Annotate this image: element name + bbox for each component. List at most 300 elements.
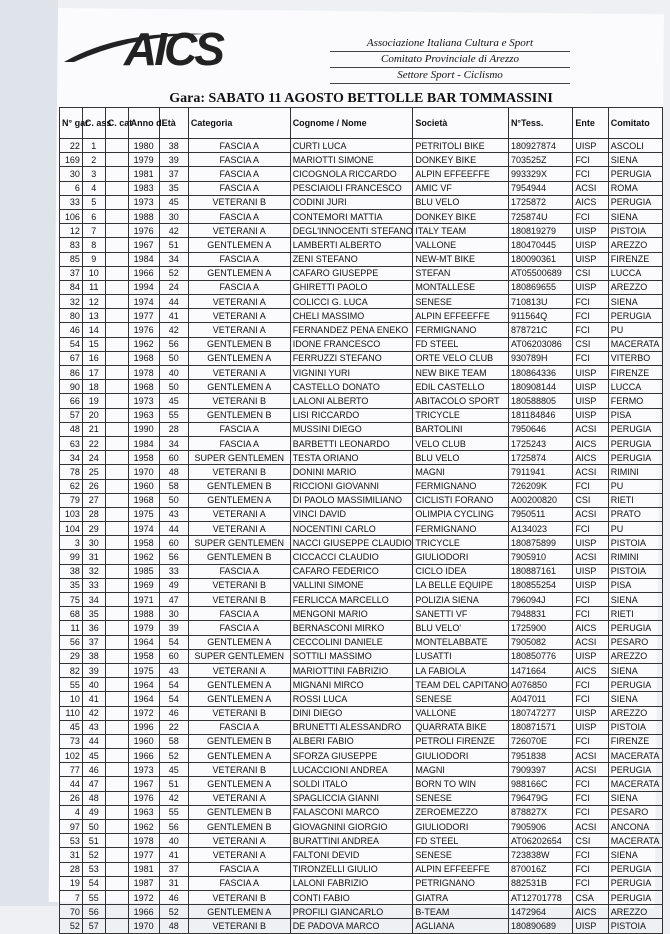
table-cell: PESCIAIOLI FRANCESCO: [290, 181, 413, 195]
table-cell: GIULIODORI: [413, 820, 509, 834]
table-cell: 993329X: [508, 167, 572, 181]
table-row: [60, 507, 663, 521]
table-cell: [105, 252, 128, 266]
table-cell: 53: [82, 862, 105, 876]
table-cell: A047011: [508, 692, 572, 706]
table-cell: 1969: [128, 578, 159, 592]
table-cell: 52: [159, 905, 188, 919]
table-cell: 1960: [128, 479, 159, 493]
table-row: [60, 295, 663, 309]
table-cell: GENTLEMEN B: [188, 734, 290, 748]
table-cell: UISP: [573, 578, 608, 592]
table-row: [60, 436, 663, 450]
table-cell: 68: [60, 607, 83, 621]
table-cell: FCI: [573, 692, 608, 706]
table-cell: 703525Z: [508, 153, 572, 167]
table-cell: SUPER GENTLEMEN: [188, 649, 290, 663]
table-cell: CICLO IDEA: [413, 564, 509, 578]
table-row: [60, 351, 663, 365]
table-cell: [105, 649, 128, 663]
table-cell: 24: [159, 280, 188, 294]
table-row: [60, 578, 663, 592]
table-cell: AREZZO: [608, 649, 662, 663]
table-cell: [105, 834, 128, 848]
table-cell: ALPIN EFFEEFFE: [413, 309, 509, 323]
table-cell: FASCIA A: [188, 621, 290, 635]
table-row: [60, 139, 663, 153]
table-cell: ZEROEMEZZO: [413, 805, 509, 819]
table-cell: VELO CLUB: [413, 436, 509, 450]
table-cell: 1984: [128, 436, 159, 450]
table-cell: PETRIGNANO: [413, 876, 509, 890]
table-cell: 12: [82, 295, 105, 309]
table-cell: 180090361: [508, 252, 572, 266]
table-cell: 39: [82, 663, 105, 677]
table-cell: UISP: [573, 536, 608, 550]
col-header: Categoria: [188, 108, 290, 139]
table-cell: AT06203086: [508, 337, 572, 351]
table-cell: GENTLEMEN B: [188, 337, 290, 351]
table-cell: SOLDI ITALO: [290, 777, 413, 791]
table-cell: CAFARO FEDERICO: [290, 564, 413, 578]
table-cell: 180747277: [508, 706, 572, 720]
table-cell: CICOGNOLA RICCARDO: [290, 167, 413, 181]
table-cell: LAMBERTI ALBERTO: [290, 238, 413, 252]
table-cell: 34: [82, 593, 105, 607]
table-cell: UISP: [573, 280, 608, 294]
table-cell: PISTOIA: [608, 224, 662, 238]
table-cell: 28: [159, 422, 188, 436]
table-cell: UISP: [573, 720, 608, 734]
table-cell: 1725243: [508, 436, 572, 450]
table-cell: 1979: [128, 153, 159, 167]
table-cell: FD STEEL: [413, 337, 509, 351]
table-cell: 1976: [128, 791, 159, 805]
table-cell: 35: [159, 181, 188, 195]
table-cell: FASCIA A: [188, 181, 290, 195]
table-cell: 1973: [128, 195, 159, 209]
table-cell: DEGL'INNOCENTI STEFANO: [290, 224, 413, 238]
table-cell: GENTLEMEN A: [188, 749, 290, 763]
table-cell: BRUNETTI ALESSANDRO: [290, 720, 413, 734]
table-cell: 47: [82, 777, 105, 791]
table-cell: MIGNANI MIRCO: [290, 678, 413, 692]
table-cell: [105, 777, 128, 791]
table-cell: 83: [60, 238, 83, 252]
table-cell: 21: [82, 422, 105, 436]
table-cell: FERLICCA MARCELLO: [290, 593, 413, 607]
table-cell: [105, 692, 128, 706]
table-cell: [105, 366, 128, 380]
table-cell: AREZZO: [608, 238, 662, 252]
table-cell: 60: [159, 649, 188, 663]
table-cell: [105, 706, 128, 720]
table-cell: 16: [82, 351, 105, 365]
table-cell: 1963: [128, 408, 159, 422]
table-cell: IDONE FRANCESCO: [290, 337, 413, 351]
table-cell: AICS: [573, 621, 608, 635]
table-cell: FASCIA A: [188, 436, 290, 450]
table-cell: CHELI MASSIMO: [290, 309, 413, 323]
table-cell: 78: [60, 465, 83, 479]
table-cell: 725874U: [508, 209, 572, 223]
table-cell: 1970: [128, 465, 159, 479]
table-cell: CAFARO GIUSEPPE: [290, 266, 413, 280]
table-cell: VETERANI B: [188, 465, 290, 479]
table-cell: 50: [159, 380, 188, 394]
table-cell: 1974: [128, 295, 159, 309]
table-cell: FASCIA A: [188, 167, 290, 181]
table-row: [60, 422, 663, 436]
table-cell: PERUGIA: [608, 422, 662, 436]
table-cell: 34: [159, 436, 188, 450]
table-cell: LUCACCIONI ANDREA: [290, 763, 413, 777]
table-cell: ALPIN EFFEEFFE: [413, 167, 509, 181]
table-cell: UISP: [573, 139, 608, 153]
table-cell: FASCIA A: [188, 209, 290, 223]
table-cell: [105, 593, 128, 607]
table-cell: [105, 139, 128, 153]
table-cell: 1973: [128, 394, 159, 408]
table-cell: 30: [159, 209, 188, 223]
table-cell: 54: [60, 337, 83, 351]
table-row: [60, 834, 663, 848]
table-cell: 54: [159, 678, 188, 692]
table-cell: 1963: [128, 805, 159, 819]
table-cell: SENESE: [413, 295, 509, 309]
table-cell: ACSI: [573, 465, 608, 479]
table-cell: LALONI ALBERTO: [290, 394, 413, 408]
table-cell: 54: [159, 692, 188, 706]
table-cell: STEFAN: [413, 266, 509, 280]
table-cell: 1983: [128, 181, 159, 195]
table-cell: 7905906: [508, 820, 572, 834]
table-cell: SIENA: [608, 295, 662, 309]
aics-logo-text: AICS: [124, 23, 222, 75]
table-cell: VETERANI A: [188, 791, 290, 805]
table-row: [60, 309, 663, 323]
table-cell: FASCIA A: [188, 607, 290, 621]
table-cell: 55: [159, 408, 188, 422]
table-cell: 1994: [128, 280, 159, 294]
table-cell: NACCI GIUSEPPE CLAUDIO: [290, 536, 413, 550]
table-cell: EDIL CASTELLO: [413, 380, 509, 394]
table-cell: 46: [159, 706, 188, 720]
table-cell: 3: [60, 536, 83, 550]
table-row: [60, 862, 663, 876]
table-cell: 988166C: [508, 777, 572, 791]
table-cell: 33: [82, 578, 105, 592]
table-cell: 1966: [128, 749, 159, 763]
table-cell: SENESE: [413, 692, 509, 706]
table-cell: 3: [82, 167, 105, 181]
table-cell: AT06202654: [508, 834, 572, 848]
table-cell: 75: [60, 593, 83, 607]
table-cell: 49: [159, 578, 188, 592]
table-cell: 42: [82, 706, 105, 720]
table-cell: 6: [60, 181, 83, 195]
table-cell: 12: [60, 224, 83, 238]
table-cell: 1964: [128, 692, 159, 706]
table-cell: PERUGIA: [608, 890, 662, 904]
table-cell: ITALY TEAM: [413, 224, 509, 238]
table-cell: GHIRETTI PAOLO: [290, 280, 413, 294]
table-cell: MONTELABBATE: [413, 635, 509, 649]
col-header: Età: [159, 108, 188, 139]
table-cell: [105, 394, 128, 408]
table-cell: 1966: [128, 266, 159, 280]
table-cell: [105, 720, 128, 734]
table-cell: VIGNINI YURI: [290, 366, 413, 380]
table-cell: 37: [82, 635, 105, 649]
col-header: Ente: [573, 108, 608, 139]
table-cell: 34: [60, 451, 83, 465]
table-cell: FALTONI DEVID: [290, 848, 413, 862]
table-cell: 49: [82, 805, 105, 819]
table-cell: 50: [82, 820, 105, 834]
table-cell: B-TEAM: [413, 905, 509, 919]
table-cell: 38: [82, 649, 105, 663]
table-cell: ALBERI FABIO: [290, 734, 413, 748]
table-row: [60, 479, 663, 493]
organization-header: [330, 36, 570, 84]
table-cell: PU: [608, 323, 662, 337]
table-cell: UISP: [573, 224, 608, 238]
table-cell: UISP: [573, 238, 608, 252]
table-cell: 10: [60, 692, 83, 706]
table-cell: 1996: [128, 720, 159, 734]
table-cell: 32: [82, 564, 105, 578]
table-cell: MUSSINI DIEGO: [290, 422, 413, 436]
table-cell: [105, 578, 128, 592]
table-cell: DE PADOVA MARCO: [290, 919, 413, 933]
table-cell: 42: [159, 224, 188, 238]
table-cell: 48: [60, 422, 83, 436]
table-cell: FASCIA A: [188, 280, 290, 294]
table-row: [60, 905, 663, 919]
table-cell: 26: [60, 791, 83, 805]
table-cell: FCI: [573, 607, 608, 621]
table-row: [60, 848, 663, 862]
table-cell: 102: [60, 749, 83, 763]
table-cell: 26: [82, 479, 105, 493]
table-row: [60, 564, 663, 578]
table-cell: GENTLEMEN A: [188, 692, 290, 706]
table-cell: RIMINI: [608, 550, 662, 564]
table-row: [60, 720, 663, 734]
table-cell: [105, 564, 128, 578]
table-cell: VETERANI A: [188, 848, 290, 862]
table-cell: AREZZO: [608, 706, 662, 720]
table-row: [60, 791, 663, 805]
table-cell: 45: [159, 394, 188, 408]
table-cell: 1987: [128, 876, 159, 890]
table-cell: FCI: [573, 848, 608, 862]
table-cell: AGLIANA: [413, 919, 509, 933]
table-cell: [105, 309, 128, 323]
table-cell: 73: [60, 734, 83, 748]
table-cell: TRICYCLE: [413, 408, 509, 422]
table-cell: CSI: [573, 266, 608, 280]
table-cell: CONTEMORI MATTIA: [290, 209, 413, 223]
table-cell: 28: [82, 507, 105, 521]
table-cell: VINCI DAVID: [290, 507, 413, 521]
table-cell: 1977: [128, 309, 159, 323]
table-cell: 60: [159, 451, 188, 465]
table-cell: 46: [82, 763, 105, 777]
table-cell: ALPIN EFFEEFFE: [413, 862, 509, 876]
table-cell: FCI: [573, 862, 608, 876]
table-cell: 56: [82, 905, 105, 919]
table-cell: 44: [159, 295, 188, 309]
table-cell: 79: [60, 493, 83, 507]
table-cell: 45: [60, 720, 83, 734]
table-cell: FALASCONI MARCO: [290, 805, 413, 819]
table-cell: 14: [82, 323, 105, 337]
table-cell: 45: [82, 749, 105, 763]
table-cell: 1962: [128, 820, 159, 834]
table-row: [60, 266, 663, 280]
table-cell: TESTA ORIANO: [290, 451, 413, 465]
table-cell: 57: [60, 408, 83, 422]
table-cell: PU: [608, 522, 662, 536]
table-cell: 103: [60, 507, 83, 521]
table-cell: PERUGIA: [608, 451, 662, 465]
table-cell: SENESE: [413, 791, 509, 805]
table-cell: 1968: [128, 493, 159, 507]
table-row: [60, 209, 663, 223]
table-cell: VETERANI B: [188, 919, 290, 933]
table-cell: 1967: [128, 777, 159, 791]
table-cell: 39: [159, 153, 188, 167]
table-cell: 30: [82, 536, 105, 550]
col-header: N°Tess.: [508, 108, 572, 139]
table-cell: BORN TO WIN: [413, 777, 509, 791]
table-cell: [105, 451, 128, 465]
table-cell: 85: [60, 252, 83, 266]
table-cell: VETERANI A: [188, 663, 290, 677]
table-row: [60, 238, 663, 252]
table-cell: VETERANI A: [188, 224, 290, 238]
table-cell: 4: [82, 181, 105, 195]
table-cell: VETERANI B: [188, 593, 290, 607]
table-cell: SIENA: [608, 153, 662, 167]
table-row: [60, 876, 663, 890]
table-cell: 1975: [128, 507, 159, 521]
table-cell: VETERANI B: [188, 890, 290, 904]
table-cell: 28: [60, 862, 83, 876]
table-cell: 22: [82, 436, 105, 450]
table-cell: [105, 280, 128, 294]
table-cell: ANCONA: [608, 820, 662, 834]
table-cell: ZENI STEFANO: [290, 252, 413, 266]
table-cell: FERMIGNANO: [413, 479, 509, 493]
table-row: [60, 493, 663, 507]
table-cell: 43: [159, 663, 188, 677]
table-cell: FIRENZE: [608, 366, 662, 380]
table-cell: 70: [60, 905, 83, 919]
table-cell: GIULIODORI: [413, 749, 509, 763]
table-cell: 41: [159, 848, 188, 862]
table-cell: 1966: [128, 905, 159, 919]
table-cell: 35: [82, 607, 105, 621]
table-cell: [105, 224, 128, 238]
table-cell: 7950511: [508, 507, 572, 521]
table-row: [60, 635, 663, 649]
table-cell: PESARO: [608, 805, 662, 819]
table-cell: FASCIA A: [188, 153, 290, 167]
table-cell: 37: [159, 167, 188, 181]
table-cell: AICS: [573, 451, 608, 465]
table-cell: TIRONZELLI GIULIO: [290, 862, 413, 876]
table-cell: SUPER GENTLEMEN: [188, 451, 290, 465]
table-cell: CSA: [573, 890, 608, 904]
col-header: Società: [413, 108, 509, 139]
table-cell: GENTLEMEN B: [188, 820, 290, 834]
table-cell: MACERATA: [608, 749, 662, 763]
table-cell: GIOVAGNINI GIORGIO: [290, 820, 413, 834]
org-line-3: Settore Sport - Ciclismo: [330, 68, 570, 84]
table-row: [60, 734, 663, 748]
table-cell: [105, 465, 128, 479]
table-cell: 7948831: [508, 607, 572, 621]
table-cell: MAGNI: [413, 763, 509, 777]
table-cell: 180869655: [508, 280, 572, 294]
table-cell: A076850: [508, 678, 572, 692]
table-cell: 1985: [128, 564, 159, 578]
table-cell: MENGONI MARIO: [290, 607, 413, 621]
table-cell: GENTLEMEN A: [188, 777, 290, 791]
table-cell: 878827X: [508, 805, 572, 819]
table-cell: 7: [60, 890, 83, 904]
table-cell: 39: [159, 621, 188, 635]
table-cell: GENTLEMEN A: [188, 380, 290, 394]
table-cell: SANETTI VF: [413, 607, 509, 621]
table-cell: VALLONE: [413, 238, 509, 252]
table-row: [60, 890, 663, 904]
table-cell: 1471664: [508, 663, 572, 677]
table-cell: FIRENZE: [608, 252, 662, 266]
table-cell: [105, 734, 128, 748]
table-cell: 1972: [128, 706, 159, 720]
table-cell: CODINI JURI: [290, 195, 413, 209]
table-cell: 38: [159, 139, 188, 153]
table-cell: PERUGIA: [608, 167, 662, 181]
table-cell: PETRITOLI BIKE: [413, 139, 509, 153]
table-cell: 19: [82, 394, 105, 408]
table-cell: 50: [159, 351, 188, 365]
table-cell: 1968: [128, 351, 159, 365]
table-cell: [105, 380, 128, 394]
table-row: [60, 153, 663, 167]
col-header: Cognome / Nome: [290, 108, 413, 139]
table-cell: 57: [82, 919, 105, 933]
table-cell: ABITACOLO SPORT: [413, 394, 509, 408]
table-cell: 38: [60, 564, 83, 578]
table-cell: 97: [60, 820, 83, 834]
table-cell: 1725872: [508, 195, 572, 209]
table-cell: [105, 820, 128, 834]
table-cell: 878721C: [508, 323, 572, 337]
table-cell: 1978: [128, 366, 159, 380]
table-cell: SIENA: [608, 692, 662, 706]
table-cell: 82: [60, 663, 83, 677]
table-row: [60, 408, 663, 422]
table-cell: [105, 805, 128, 819]
table-cell: 180470445: [508, 238, 572, 252]
table-cell: VETERANI A: [188, 295, 290, 309]
table-cell: MONTALLESE: [413, 280, 509, 294]
